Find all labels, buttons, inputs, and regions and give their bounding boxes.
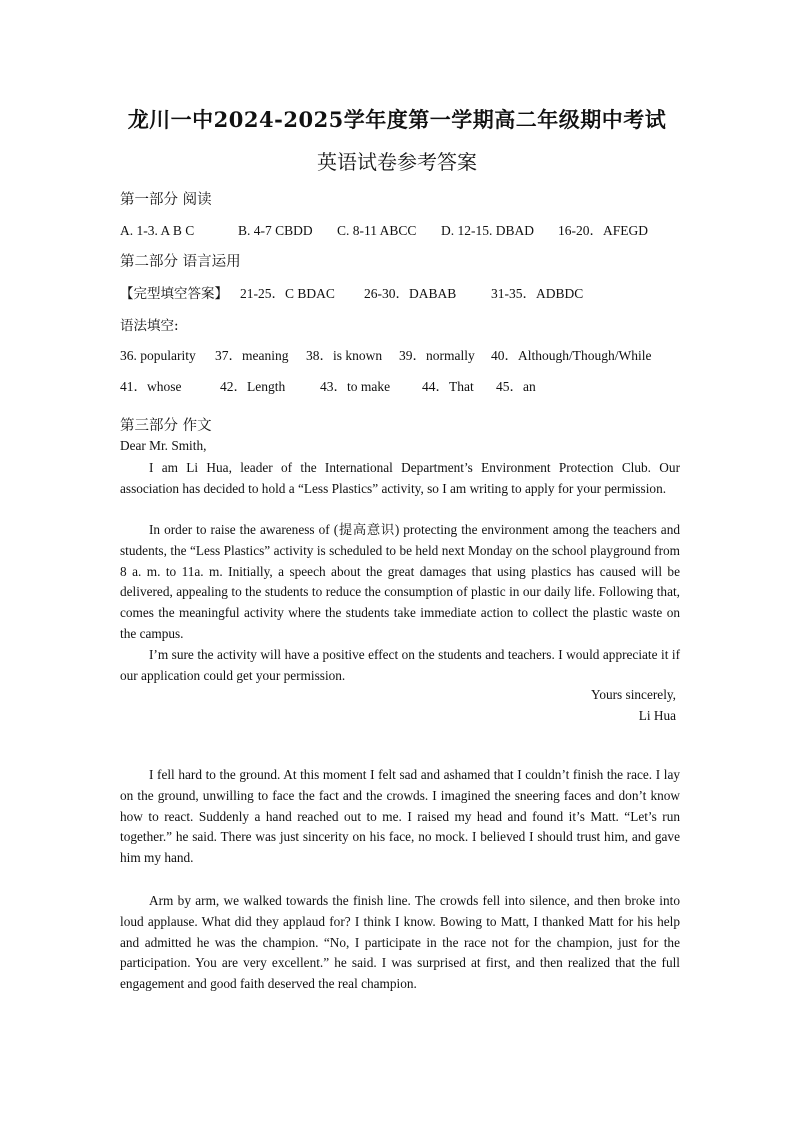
answer-item: 42．Length xyxy=(220,379,286,394)
letter-paragraph: I am Li Hua, leader of the International Department’s Environment Protection Club. Our association has decided to hold a “Less Plastics” activity, so I am writing to apply for your permission. xyxy=(120,460,680,496)
answer-item: 43．to make xyxy=(320,379,391,394)
answer-item: 21-25．C BDAC xyxy=(240,286,335,301)
answer-item: 38．is known xyxy=(306,348,383,363)
answer-item: 40．Although/Though/While xyxy=(491,348,652,363)
letter-salutation: Dear Mr. Smith, xyxy=(120,438,207,453)
letter-closing: Yours sincerely, xyxy=(591,687,676,702)
answer-item: 26-30．DABAB xyxy=(364,286,457,301)
answer-item: 16-20．AFEGD xyxy=(558,223,648,238)
grammar-label: 语法填空: xyxy=(120,318,179,334)
letter-signature: Li Hua xyxy=(638,708,676,723)
page-title: 龙川一中2024-2025学年度第一学期高二年级期中考试 xyxy=(127,107,667,132)
answer-item: A. 1-3. A B C xyxy=(120,223,195,238)
answer-item: 31-35．ADBDC xyxy=(491,286,584,301)
answer-item: C. 8-11 ABCC xyxy=(337,223,417,238)
cloze-label: 【完型填空答案】 xyxy=(120,286,228,301)
answer-item: 44．That xyxy=(422,379,474,394)
part1-answer-row xyxy=(120,219,648,239)
answer-item: B. 4-7 CBDD xyxy=(238,223,313,238)
page-subtitle: 英语试卷参考答案 xyxy=(317,150,477,174)
part2-heading: 第二部分 语言运用 xyxy=(120,254,241,270)
answer-item: D. 12-15. DBAD xyxy=(441,223,534,238)
answer-item: 39．normally xyxy=(399,348,475,363)
answer-item: 45．an xyxy=(496,379,536,394)
cloze-answer-row xyxy=(120,282,583,302)
answer-item: 37．meaning xyxy=(215,348,289,363)
answer-item: 36. popularity xyxy=(120,348,196,363)
grammar-answer-row-2 xyxy=(120,375,536,395)
grammar-answer-row-1 xyxy=(120,344,651,364)
letter-paragraph: I’m sure the activity will have a positive effect on the students and teachers. I would appreciate it if our application could get your permission. xyxy=(120,647,680,683)
part1-heading: 第一部分 阅读 xyxy=(120,192,212,208)
story-paragraph: Arm by arm, we walked towards the finish line. The crowds fell into silence, and then broke into loud applause. What did they applaud for? I think I know. Bowing to Matt, I thanked Matt for his help and admitted he was the champion. “No, I participate in the race not for the champion, just for the participation. You are very excellent.” he said. I was surprised at first, and then realized that the full engagement and good faith deserved the real champion. xyxy=(120,893,680,992)
letter-paragraph: In order to raise the awareness of (提高意识) protecting the environment among the teachers and students, the “Less Plastics” activity is scheduled to be held next Monday on the school playground from 8 a. m. to 11a. m. Initially, a speech about the great damages that using plastics has caused will be delivered, appealing to the students to reduce the consumption of plastic in our daily life. Following that, comes the meaningful activity where the students take immediate action to collect the plastic waste on the campus. xyxy=(120,522,680,641)
story-paragraph: I fell hard to the ground. At this moment I felt sad and ashamed that I couldn’t finish the race. I lay on the ground, unwilling to face the fact and the crowds. I imagined the sneering faces and don’t know how to react. Suddenly a hand reached out to me. I raised my head and found it’s Matt. “Let’s run together.” he said. There was just sincerity on his face, no mock. I believed I should trust him, and gave him my hand. xyxy=(120,767,680,866)
answer-item: 41．whose xyxy=(120,379,182,394)
part3-heading: 第三部分 作文 xyxy=(120,418,212,434)
